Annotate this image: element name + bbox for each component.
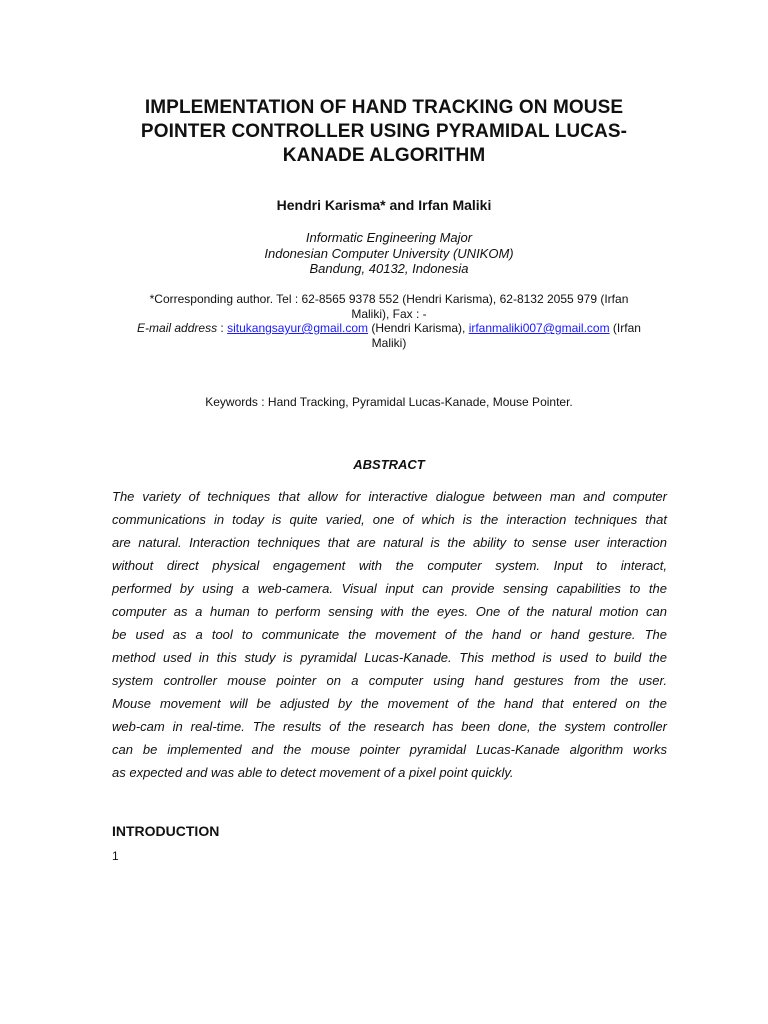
abstract-line: communications in today is quite varied, one of which is the interaction techniques that <box>112 512 667 527</box>
email-label: E-mail address <box>137 321 218 335</box>
email-separator: : <box>217 321 228 335</box>
authors: Hendri Karisma* and Irfan Maliki <box>276 197 492 213</box>
email-line <box>112 321 666 336</box>
section-heading-introduction: INTRODUCTION <box>112 823 220 839</box>
abstract-line: web-cam in real-time. The results of the research has been done, the system controller <box>112 719 667 734</box>
abstract-body <box>112 485 667 784</box>
abstract-line: method used in this study is pyramidal Lucas-Kanade. This method is used to build the <box>112 650 667 665</box>
email-link-maliki[interactable]: irfanmaliki007@gmail.com <box>468 321 610 335</box>
abstract-line: system controller mouse pointer on a computer using hand gestures from the user. <box>112 673 667 688</box>
abstract-heading: ABSTRACT <box>353 457 425 472</box>
title-line: KANADE ALGORITHM <box>282 145 486 166</box>
affiliation <box>0 230 768 277</box>
corresponding-line: *Corresponding author. Tel : 62-8565 9378 552 (Hendri Karisma), 62-8132 2055 979 (Irfan <box>149 292 629 306</box>
corresponding-line: Maliki) <box>371 335 407 350</box>
abstract-line: can be implemented and the mouse pointer pyramidal Lucas-Kanade algorithm works <box>112 742 667 757</box>
abstract-line: as expected and was able to detect movement of a pixel point quickly. <box>112 765 514 780</box>
email-owner: (Irfan <box>609 321 641 335</box>
paper-title <box>100 96 668 168</box>
title-line: IMPLEMENTATION OF HAND TRACKING ON MOUSE <box>144 97 624 118</box>
page-number: 1 <box>112 849 119 863</box>
abstract-line: are natural. Interaction techniques that are natural is the ability to sense user interaction <box>112 535 667 550</box>
keywords: Keywords : Hand Tracking, Pyramidal Lucas-Kanade, Mouse Pointer. <box>205 395 573 409</box>
title-line: POINTER CONTROLLER USING PYRAMIDAL LUCAS- <box>140 121 628 142</box>
abstract-line: without direct physical engagement with the computer system. Input to interact, <box>112 558 667 573</box>
email-owner: (Hendri Karisma), <box>368 321 469 335</box>
abstract-line: computer as a human to perform sensing with the eyes. One of the natural motion can <box>112 604 667 619</box>
abstract-line: be used as a tool to communicate the movement of the hand or hand gesture. The <box>112 627 667 642</box>
corresponding-author-block <box>112 292 666 350</box>
corresponding-line: Maliki), Fax : - <box>351 306 427 321</box>
affiliation-line: Indonesian Computer University (UNIKOM) <box>264 245 514 261</box>
email-link-karisma[interactable]: situkangsayur@gmail.com <box>227 321 368 335</box>
affiliation-line: Bandung, 40132, Indonesia <box>309 261 469 276</box>
abstract-line: performed by using a web-camera. Visual input can provide sensing capabilities to the <box>112 581 667 596</box>
affiliation-line: Informatic Engineering Major <box>305 230 473 245</box>
abstract-line: The variety of techniques that allow for interactive dialogue between man and computer <box>112 489 667 504</box>
abstract-line: Mouse movement will be adjusted by the movement of the hand that entered on the <box>112 696 667 711</box>
